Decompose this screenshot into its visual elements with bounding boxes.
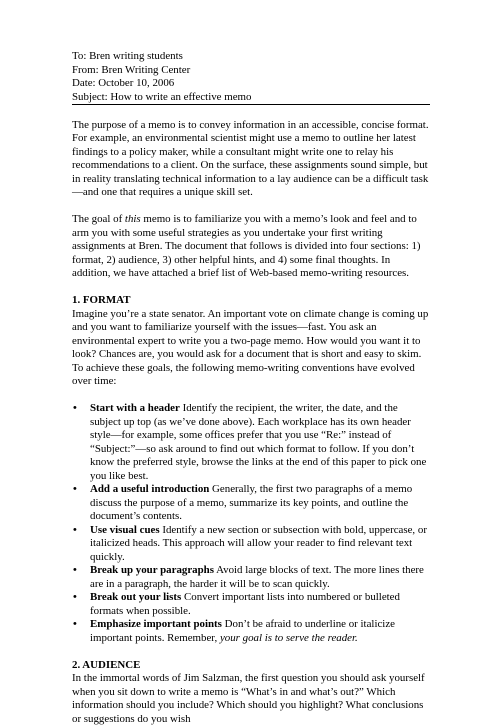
memo-header	[72, 50, 430, 105]
bullet-title: Start with a header	[90, 402, 180, 414]
bullet-item-introduction	[72, 483, 430, 524]
bullet-title: Add a useful introduction	[90, 483, 210, 495]
spacer	[72, 389, 430, 403]
bullet-dot-icon: •	[73, 564, 77, 576]
bullet-title: Break up your paragraphs	[90, 564, 214, 576]
bullet-title: Emphasize important points	[90, 618, 222, 630]
memo-subject-line: Subject: How to write an effective memo	[72, 91, 430, 106]
bullet-dot-icon: •	[73, 523, 77, 536]
bullet-dot-icon: •	[73, 618, 77, 630]
memo-content	[72, 50, 430, 726]
audience-paragraph: In the immortal words of Jim Salzman, the first question you should ask yourself when you sit down to write a memo is “What’s in and what’s out?” Which information should you include? Which should you highlight? What conclusions or suggestions do you wish	[72, 672, 425, 725]
spacer	[72, 105, 430, 119]
format-bullet-list	[72, 402, 430, 645]
memo-from-line: From: Bren Writing Center	[72, 63, 191, 76]
bullet-text: Identify a new section or subsection with bold, uppercase, or italicized heads. This approach will allow your reader to find relevant text quickly.	[90, 523, 427, 563]
bullet-italic-tail: your goal is to serve the reader.	[219, 631, 358, 644]
spacer	[72, 281, 430, 295]
bullet-text: Avoid large blocks of text. The more lines there are in a paragraph, the harder it will be to scan quickly.	[90, 564, 424, 590]
bullet-text: Identify the recipient, the writer, the date, and the subject up top (as we’ve done above). Each workplace has its own header style—for example, some offices prefer that you use “Re:” instead of “Subject:”—so ask around to find out which format to follow. If you don’t know the preferred style, browse the links at the end of this paper to pick one you like best.	[90, 402, 427, 482]
format-heading: 1. FORMAT	[72, 294, 131, 306]
memo-date-line: Date: October 10, 2006	[72, 77, 175, 89]
bullet-dot-icon: •	[73, 483, 77, 495]
bullet-dot-icon: •	[73, 402, 77, 414]
spacer	[72, 200, 430, 214]
bullet-item-lists	[72, 591, 430, 618]
bullet-dot-icon: •	[73, 591, 77, 603]
bullet-item-emphasize	[72, 618, 430, 645]
goal-text-rest: memo is to familiarize you with a memo’s look and feel and to arm you with some useful strategies as you undertake your first writing assignments at Bren. The document that follows is divided into four sections: 1) format, 2) audience, 3) other helpful hints, and 4) some final thoughts. In addition, we have attached a brief list of Web-based memo-writing resources.	[72, 213, 421, 279]
goal-text-start: The goal of	[72, 213, 125, 225]
bullet-title: Break out your lists	[90, 591, 182, 603]
intro-paragraph: The purpose of a memo is to convey information in an accessible, concise format. For example, an environmental scientist might use a memo to outline her latest findings to a policy maker, while a consultant might write one to relay his recommendations to a client. On the surface, these assignments sound simple, but in reality translating technical information to a lay audience can be a difficult task—and one that requires a unique skill set.	[72, 118, 429, 198]
goal-paragraph	[72, 213, 430, 281]
bullet-title: Use visual cues	[90, 523, 160, 536]
spacer	[72, 645, 430, 659]
audience-heading: 2. AUDIENCE	[72, 658, 141, 671]
bullet-text: Generally, the first two paragraphs of a memo discuss the purpose of a memo, summarize its key points, and outline the document’s contents.	[90, 483, 413, 522]
bullet-item-paragraphs	[72, 564, 430, 591]
bullet-item-visual-cues	[72, 524, 430, 565]
bullet-text: Don’t be afraid to underline or italicize important points. Remember,	[90, 618, 395, 644]
bullet-item-header	[72, 402, 430, 483]
goal-italic-word: this	[124, 213, 141, 225]
memo-to-line: To: Bren writing students	[72, 50, 183, 62]
bullet-text: Convert important lists into numbered or bulleted formats when possible.	[90, 591, 400, 617]
format-paragraph: Imagine you’re a state senator. An important vote on climate change is coming up and you want to familiarize yourself with the issues—fast. You ask an environmental expert to write you a two-page memo. How would you want it to look? Chances are, you would ask for a document that is short and easy to skim. To achieve these goals, the following memo-writing conventions have evolved over time:	[72, 307, 429, 387]
